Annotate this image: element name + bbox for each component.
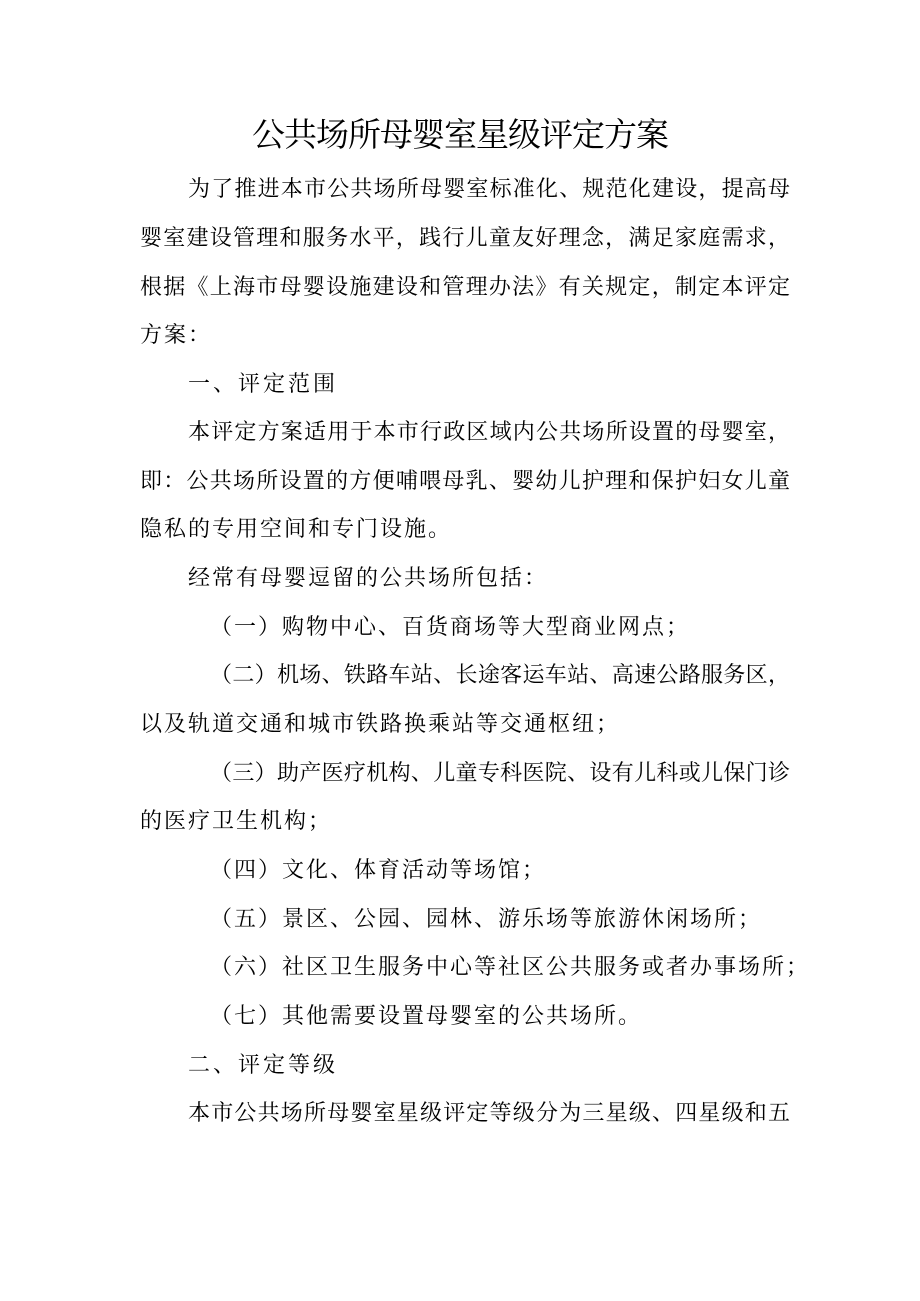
- section-heading: 一、评定范围: [188, 372, 339, 397]
- paragraph-line: 隐私的专用空间和专门设施。: [140, 517, 453, 542]
- paragraph-line: 即：公共场所设置的方便哺喂母乳、婴幼儿护理和保护妇女儿童: [140, 469, 790, 494]
- list-item: （四）文化、体育活动等场馆；: [210, 858, 547, 883]
- paragraph-line: 婴室建设管理和服务水平，践行儿童友好理念，满足家庭需求，: [140, 226, 790, 251]
- document-title: 公共场所母婴室星级评定方案: [252, 115, 668, 154]
- paragraph-line: 为了推进本市公共场所母婴室标准化、规范化建设，提高母: [188, 177, 790, 202]
- list-item-continuation: 以及轨道交通和城市铁路换乘站等交通枢纽；: [140, 712, 621, 737]
- paragraph-line: 根据《上海市母婴设施建设和管理办法》有关规定，制定本评定: [140, 275, 790, 300]
- paragraph-line: 本评定方案适用于本市行政区域内公共场所设置的母婴室，: [188, 420, 790, 445]
- list-item: （七）其他需要设置母婴室的公共场所。: [210, 1004, 643, 1029]
- list-item: （二）机场、铁路车站、长途客运车站、高速公路服务区，: [210, 663, 790, 688]
- list-item: （一）购物中心、百货商场等大型商业网点；: [210, 615, 691, 640]
- list-item: （五）景区、公园、园林、游乐场等旅游休闲场所；: [210, 907, 763, 932]
- paragraph-line: 本市公共场所母婴室星级评定等级分为三星级、四星级和五: [188, 1101, 790, 1126]
- section-heading: 二、评定等级: [188, 1053, 339, 1078]
- list-item-continuation: 的医疗卫生机构；: [140, 809, 333, 834]
- list-item: （六）社区卫生服务中心等社区公共服务或者办事场所；: [210, 955, 811, 980]
- paragraph-line: 经常有母婴逗留的公共场所包括：: [188, 566, 549, 591]
- list-item: （三）助产医疗机构、儿童专科医院、设有儿科或儿保门诊: [210, 761, 790, 786]
- paragraph-line: 方案：: [140, 323, 213, 348]
